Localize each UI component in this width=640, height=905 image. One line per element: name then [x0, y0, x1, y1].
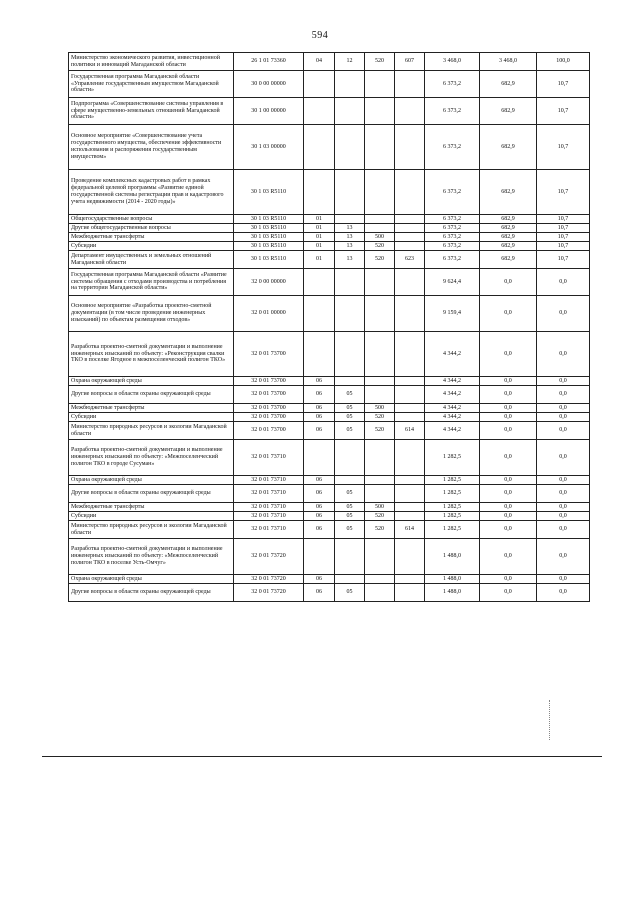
row-expense-type: 520	[365, 521, 395, 539]
row-approved: 1 488,0	[425, 575, 480, 584]
row-executed: 682,9	[480, 242, 537, 251]
row-subsection: 05	[335, 503, 365, 512]
row-name: Основное мероприятие «Совершенствование учета государственного имущества, обеспечение эффективности использования и распоряжения государственным имуществом»	[69, 125, 234, 170]
row-percent: 10,7	[537, 251, 590, 269]
row-name: Субсидии	[69, 512, 234, 521]
table-row	[69, 413, 590, 422]
row-approved: 9 159,4	[425, 296, 480, 332]
row-approved: 6 373,2	[425, 224, 480, 233]
row-subsection	[335, 377, 365, 386]
row-grbs	[395, 215, 425, 224]
row-name: Субсидии	[69, 413, 234, 422]
table-row	[69, 485, 590, 503]
row-executed: 0,0	[480, 296, 537, 332]
row-approved: 1 282,5	[425, 521, 480, 539]
row-csr: 32 0 01 73710	[234, 485, 304, 503]
row-subsection	[335, 215, 365, 224]
row-percent: 10,7	[537, 242, 590, 251]
row-subsection	[335, 98, 365, 125]
table-row	[69, 476, 590, 485]
row-percent: 0,0	[537, 476, 590, 485]
row-section: 01	[304, 251, 335, 269]
row-grbs	[395, 332, 425, 377]
row-subsection	[335, 440, 365, 476]
row-csr: 26 1 01 73360	[234, 53, 304, 71]
row-subsection: 05	[335, 386, 365, 404]
row-executed: 0,0	[480, 476, 537, 485]
row-expense-type: 520	[365, 251, 395, 269]
row-subsection: 05	[335, 422, 365, 440]
row-subsection: 05	[335, 512, 365, 521]
row-expense-type	[365, 224, 395, 233]
row-expense-type: 500	[365, 233, 395, 242]
row-grbs	[395, 71, 425, 98]
row-executed: 0,0	[480, 377, 537, 386]
row-expense-type	[365, 125, 395, 170]
row-csr: 30 1 03 R5110	[234, 224, 304, 233]
row-section: 06	[304, 413, 335, 422]
row-percent: 0,0	[537, 332, 590, 377]
row-section	[304, 98, 335, 125]
row-name: Подпрограмма «Совершенствование системы управления в сфере имущественно-земельных отношений Магаданской области»	[69, 98, 234, 125]
row-grbs	[395, 296, 425, 332]
table-row	[69, 440, 590, 476]
row-expense-type: 520	[365, 413, 395, 422]
row-section	[304, 440, 335, 476]
table-row	[69, 503, 590, 512]
row-expense-type	[365, 386, 395, 404]
row-percent: 10,7	[537, 224, 590, 233]
row-expense-type: 520	[365, 242, 395, 251]
row-grbs: 607	[395, 53, 425, 71]
row-approved: 1 282,5	[425, 485, 480, 503]
row-subsection: 13	[335, 233, 365, 242]
row-name: Другие вопросы в области охраны окружающей среды	[69, 485, 234, 503]
row-name: Охрана окружающей среды	[69, 476, 234, 485]
row-section: 01	[304, 242, 335, 251]
row-expense-type	[365, 539, 395, 575]
row-expense-type	[365, 215, 395, 224]
row-executed: 682,9	[480, 251, 537, 269]
row-subsection: 05	[335, 584, 365, 602]
row-subsection	[335, 575, 365, 584]
row-executed: 682,9	[480, 233, 537, 242]
row-percent: 0,0	[537, 485, 590, 503]
row-executed: 682,9	[480, 224, 537, 233]
table-row	[69, 377, 590, 386]
row-expense-type: 520	[365, 512, 395, 521]
row-percent: 0,0	[537, 584, 590, 602]
row-csr: 32 0 00 00000	[234, 269, 304, 296]
row-grbs	[395, 512, 425, 521]
row-section	[304, 539, 335, 575]
row-executed: 0,0	[480, 440, 537, 476]
row-csr: 30 0 00 00000	[234, 71, 304, 98]
table-row	[69, 71, 590, 98]
row-grbs	[395, 413, 425, 422]
row-percent: 0,0	[537, 296, 590, 332]
row-section: 06	[304, 512, 335, 521]
row-grbs	[395, 242, 425, 251]
row-csr: 30 1 03 R5110	[234, 251, 304, 269]
row-expense-type	[365, 377, 395, 386]
row-percent: 0,0	[537, 575, 590, 584]
row-csr: 32 0 01 00000	[234, 296, 304, 332]
row-section: 06	[304, 521, 335, 539]
row-approved: 3 468,0	[425, 53, 480, 71]
row-percent: 10,7	[537, 233, 590, 242]
row-name: Другие вопросы в области охраны окружающей среды	[69, 584, 234, 602]
table-row	[69, 539, 590, 575]
table-row	[69, 521, 590, 539]
budget-table	[68, 52, 590, 602]
row-percent: 0,0	[537, 521, 590, 539]
row-section: 06	[304, 404, 335, 413]
table-row	[69, 215, 590, 224]
row-name: Охрана окружающей среды	[69, 377, 234, 386]
row-section: 06	[304, 377, 335, 386]
row-grbs	[395, 584, 425, 602]
row-approved: 6 373,2	[425, 125, 480, 170]
row-name: Охрана окружающей среды	[69, 575, 234, 584]
row-executed: 0,0	[480, 404, 537, 413]
table-row	[69, 251, 590, 269]
row-percent: 100,0	[537, 53, 590, 71]
row-approved: 4 344,2	[425, 386, 480, 404]
row-csr: 32 0 01 73700	[234, 332, 304, 377]
row-percent: 0,0	[537, 269, 590, 296]
table-row	[69, 332, 590, 377]
row-executed: 682,9	[480, 215, 537, 224]
table-row	[69, 404, 590, 413]
row-subsection	[335, 125, 365, 170]
row-csr: 32 0 01 73720	[234, 539, 304, 575]
row-approved: 9 624,4	[425, 269, 480, 296]
row-csr: 30 1 03 R5110	[234, 233, 304, 242]
row-name: Государственная программа Магаданской области «Развитие системы обращения с отходами производства и потребления на территории Магаданской области»	[69, 269, 234, 296]
row-grbs	[395, 539, 425, 575]
row-subsection	[335, 170, 365, 215]
row-grbs	[395, 404, 425, 413]
row-subsection: 13	[335, 224, 365, 233]
row-section	[304, 332, 335, 377]
row-section: 06	[304, 476, 335, 485]
page-number: 594	[311, 30, 329, 41]
row-percent: 0,0	[537, 440, 590, 476]
row-name: Государственная программа Магаданской области «Управление государственным имуществом Магаданской области»	[69, 71, 234, 98]
row-percent: 0,0	[537, 386, 590, 404]
row-expense-type	[365, 269, 395, 296]
row-csr: 32 0 01 73710	[234, 521, 304, 539]
row-subsection: 13	[335, 242, 365, 251]
row-executed: 682,9	[480, 125, 537, 170]
table-row	[69, 53, 590, 71]
row-csr: 30 1 03 R5110	[234, 242, 304, 251]
row-name: Межбюджетные трансферты	[69, 503, 234, 512]
row-percent: 10,7	[537, 98, 590, 125]
row-approved: 6 373,2	[425, 98, 480, 125]
row-grbs	[395, 485, 425, 503]
row-section	[304, 269, 335, 296]
row-percent: 0,0	[537, 539, 590, 575]
row-executed: 0,0	[480, 584, 537, 602]
row-csr: 30 1 00 00000	[234, 98, 304, 125]
row-name: Межбюджетные трансферты	[69, 404, 234, 413]
row-csr: 32 0 01 73710	[234, 503, 304, 512]
row-subsection: 05	[335, 485, 365, 503]
row-section: 06	[304, 485, 335, 503]
row-expense-type	[365, 575, 395, 584]
page-bottom-rule	[42, 756, 602, 757]
row-approved: 4 344,2	[425, 332, 480, 377]
row-approved: 4 344,2	[425, 377, 480, 386]
row-csr: 32 0 01 73720	[234, 575, 304, 584]
row-executed: 682,9	[480, 71, 537, 98]
row-executed: 0,0	[480, 503, 537, 512]
row-executed: 0,0	[480, 386, 537, 404]
row-executed: 0,0	[480, 521, 537, 539]
row-csr: 32 0 01 73710	[234, 476, 304, 485]
table-row	[69, 98, 590, 125]
row-grbs	[395, 503, 425, 512]
row-section: 06	[304, 386, 335, 404]
row-section	[304, 71, 335, 98]
row-section: 06	[304, 503, 335, 512]
row-executed: 0,0	[480, 539, 537, 575]
row-section: 06	[304, 584, 335, 602]
row-expense-type	[365, 476, 395, 485]
row-approved: 6 373,2	[425, 233, 480, 242]
right-margin-mark	[549, 700, 551, 740]
row-csr: 30 1 03 R5110	[234, 170, 304, 215]
row-csr: 32 0 01 73710	[234, 512, 304, 521]
row-subsection	[335, 539, 365, 575]
row-approved: 4 344,2	[425, 404, 480, 413]
row-grbs	[395, 98, 425, 125]
row-approved: 1 282,5	[425, 440, 480, 476]
row-name: Субсидии	[69, 242, 234, 251]
row-name: Другие общегосударственные вопросы	[69, 224, 234, 233]
row-grbs	[395, 233, 425, 242]
row-grbs	[395, 575, 425, 584]
table-row	[69, 224, 590, 233]
row-name: Разработка проектно-сметной документации и выполнение инженерных изысканий по объекту: «Межпоселенческий полигон ТКО в поселке Усть-Омчуг»	[69, 539, 234, 575]
row-name: Министерство природных ресурсов и экологии Магаданской области	[69, 521, 234, 539]
row-executed: 0,0	[480, 332, 537, 377]
row-name: Межбюджетные трансферты	[69, 233, 234, 242]
row-percent: 10,7	[537, 170, 590, 215]
row-approved: 4 344,2	[425, 422, 480, 440]
row-section	[304, 296, 335, 332]
row-expense-type	[365, 440, 395, 476]
row-percent: 10,7	[537, 215, 590, 224]
row-name: Общегосударственные вопросы	[69, 215, 234, 224]
table-row	[69, 422, 590, 440]
table-row	[69, 233, 590, 242]
row-approved: 1 282,5	[425, 503, 480, 512]
row-name: Департамент имущественных и земельных отношений Магаданской области	[69, 251, 234, 269]
row-expense-type	[365, 71, 395, 98]
row-percent: 0,0	[537, 503, 590, 512]
row-subsection: 13	[335, 251, 365, 269]
row-approved: 4 344,2	[425, 413, 480, 422]
table-row	[69, 125, 590, 170]
row-section	[304, 170, 335, 215]
row-csr: 32 0 01 73700	[234, 386, 304, 404]
row-grbs	[395, 125, 425, 170]
row-approved: 1 488,0	[425, 539, 480, 575]
row-csr: 30 1 03 00000	[234, 125, 304, 170]
row-approved: 6 373,2	[425, 242, 480, 251]
row-expense-type	[365, 485, 395, 503]
row-csr: 30 1 03 R5110	[234, 215, 304, 224]
row-expense-type	[365, 170, 395, 215]
table-row	[69, 170, 590, 215]
row-grbs	[395, 170, 425, 215]
row-grbs: 614	[395, 521, 425, 539]
row-executed: 3 468,0	[480, 53, 537, 71]
row-approved: 1 282,5	[425, 512, 480, 521]
row-expense-type: 520	[365, 53, 395, 71]
row-subsection: 12	[335, 53, 365, 71]
row-percent: 0,0	[537, 413, 590, 422]
row-executed: 0,0	[480, 512, 537, 521]
row-expense-type: 500	[365, 404, 395, 413]
row-name: Министерство экономического развития, инвестиционной политики и инноваций Магаданской области	[69, 53, 234, 71]
row-name: Проведение комплексных кадастровых работ в рамках федеральной целевой программы «Развитие единой государственной системы регистрации прав и кадастрового учета недвижимости (2014 - 2020 годы)»	[69, 170, 234, 215]
row-section: 06	[304, 422, 335, 440]
row-expense-type: 520	[365, 422, 395, 440]
row-name: Министерство природных ресурсов и экологии Магаданской области	[69, 422, 234, 440]
row-name: Разработка проектно-сметной документации и выполнение инженерных изысканий по объекту: «Межпоселенческий полигон ТКО в городе Сусуман»	[69, 440, 234, 476]
row-percent: 10,7	[537, 125, 590, 170]
row-csr: 32 0 01 73700	[234, 377, 304, 386]
row-expense-type: 500	[365, 503, 395, 512]
row-percent: 0,0	[537, 422, 590, 440]
row-approved: 6 373,2	[425, 251, 480, 269]
row-section: 01	[304, 215, 335, 224]
row-executed: 0,0	[480, 422, 537, 440]
row-approved: 6 373,2	[425, 170, 480, 215]
row-percent: 0,0	[537, 512, 590, 521]
row-subsection	[335, 296, 365, 332]
row-csr: 32 0 01 73700	[234, 422, 304, 440]
row-approved: 1 488,0	[425, 584, 480, 602]
row-subsection	[335, 269, 365, 296]
row-csr: 32 0 01 73720	[234, 584, 304, 602]
row-executed: 0,0	[480, 575, 537, 584]
row-name: Основное мероприятие «Разработка проектно-сметной документации (в том числе проведение инженерных изысканий) по объектам размещения отходов»	[69, 296, 234, 332]
row-expense-type	[365, 332, 395, 377]
row-percent: 0,0	[537, 404, 590, 413]
row-grbs	[395, 224, 425, 233]
row-approved: 6 373,2	[425, 215, 480, 224]
row-subsection	[335, 476, 365, 485]
row-csr: 32 0 01 73700	[234, 404, 304, 413]
table-row	[69, 575, 590, 584]
row-subsection: 05	[335, 413, 365, 422]
row-grbs	[395, 269, 425, 296]
row-csr: 32 0 01 73700	[234, 413, 304, 422]
row-grbs	[395, 476, 425, 485]
table-body	[69, 53, 590, 602]
row-approved: 1 282,5	[425, 476, 480, 485]
table-row	[69, 584, 590, 602]
row-name: Другие вопросы в области охраны окружающей среды	[69, 386, 234, 404]
row-executed: 0,0	[480, 269, 537, 296]
row-section: 01	[304, 233, 335, 242]
table-row	[69, 242, 590, 251]
row-subsection: 05	[335, 521, 365, 539]
table-row	[69, 386, 590, 404]
row-grbs: 614	[395, 422, 425, 440]
row-subsection	[335, 71, 365, 98]
row-grbs	[395, 377, 425, 386]
row-name: Разработка проектно-сметной документации и выполнение инженерных изысканий по объекту: «Реконструкция свалки ТКО в поселке Ягодное в межпоселенческий полигон ТКО»	[69, 332, 234, 377]
row-expense-type	[365, 584, 395, 602]
row-grbs: 623	[395, 251, 425, 269]
row-grbs	[395, 440, 425, 476]
row-approved: 6 373,2	[425, 71, 480, 98]
row-expense-type	[365, 296, 395, 332]
row-subsection	[335, 332, 365, 377]
row-section: 06	[304, 575, 335, 584]
table-row	[69, 269, 590, 296]
row-percent: 0,0	[537, 377, 590, 386]
table-row	[69, 512, 590, 521]
row-executed: 682,9	[480, 98, 537, 125]
table-row	[69, 296, 590, 332]
row-subsection: 05	[335, 404, 365, 413]
row-csr: 32 0 01 73710	[234, 440, 304, 476]
row-executed: 682,9	[480, 170, 537, 215]
row-percent: 10,7	[537, 71, 590, 98]
row-section	[304, 125, 335, 170]
row-executed: 0,0	[480, 413, 537, 422]
row-section: 01	[304, 224, 335, 233]
row-executed: 0,0	[480, 485, 537, 503]
row-grbs	[395, 386, 425, 404]
row-section: 04	[304, 53, 335, 71]
row-expense-type	[365, 98, 395, 125]
